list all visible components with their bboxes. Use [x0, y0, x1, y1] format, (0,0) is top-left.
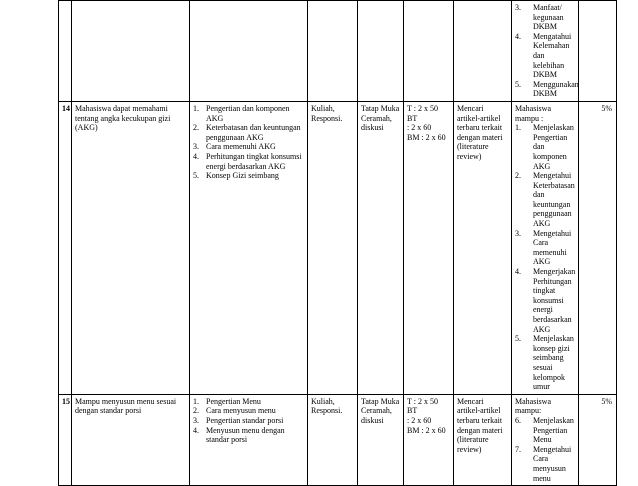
cell-kriteria: [512, 394, 579, 485]
cell-waktu: [404, 1, 454, 102]
cell-tugas: Mencari artikel-artikel terbaru terkait dengan materi (literature review): [454, 101, 512, 394]
list-item: 3. Manfaat/ kegunaan DKBM: [515, 3, 564, 32]
cell-materi: [190, 394, 308, 485]
cell-no: [59, 1, 72, 102]
list-item: 3. Mengetahui Cara memenuhi AKG: [515, 228, 572, 267]
list-item: 1. Menjelaskan Pengertian dan komponen AKG: [515, 123, 574, 171]
list-item: 1. Pengertian dan komponen AKG: [193, 103, 290, 123]
cell-pengalaman: [358, 1, 404, 102]
kriteria-intro: Mahasiswa mampu:: [515, 396, 551, 416]
list-item: 5. Menggunakan DKBM: [515, 79, 579, 99]
table-row-continued: [59, 1, 617, 102]
list-item: 2. Mengetahui Keterbatasan dan keuntungan penggunaan AKG: [515, 171, 575, 229]
cell-tugas: Mencari artikel-artikel terbaru terkait dengan materi (literature review): [454, 394, 512, 485]
list-item: 7. Mengetahui Cara menyusun menu: [515, 444, 572, 483]
list-item: 4. Mengatahui Kelemahan dan kelebihan DKBM: [515, 31, 572, 80]
cell-no: 14: [59, 101, 72, 394]
waktu-line: T : 2 x 50 BT: [407, 103, 438, 123]
cell-bobot: 5%: [579, 101, 617, 394]
cell-kemampuan: Mampu menyusun menu sesuai dengan standar porsi: [72, 394, 190, 485]
cell-waktu: [404, 394, 454, 485]
list-item: 4. Perhitungan tingkat konsumsi energi berdasarkan AKG: [193, 151, 302, 171]
cell-metode: Kuliah, Responsi.: [308, 394, 358, 485]
kriteria-intro: Mahasiswa mampu :: [515, 103, 551, 123]
cell-no: 15: [59, 394, 72, 485]
list-item: 4. Menyusun menu dengan standar porsi: [193, 425, 285, 445]
waktu-line: BM : 2 x 60: [407, 425, 446, 435]
waktu-line: : 2 x 60: [407, 123, 432, 133]
list-item: 1. Pengertian Menu: [193, 396, 261, 406]
cell-pengalaman: Tatap Muka Ceramah, diskusi: [358, 394, 404, 485]
waktu-line: T : 2 x 50 BT: [407, 396, 438, 416]
rps-table: [58, 0, 617, 486]
cell-metode: [308, 1, 358, 102]
list-item: 4. Mengerjakan Perhitungan tingkat konsumsi energi berdasarkan AKG: [515, 267, 576, 334]
cell-bobot: 5%: [579, 394, 617, 485]
list-item: 6. Menjelaskan Pengertian Menu: [515, 415, 574, 445]
list-item: 5. Menjelaskan konsep gizi seimbang sesuai kelompok umur: [515, 334, 574, 392]
cell-tugas: [454, 1, 512, 102]
table-row: [59, 394, 617, 485]
list-item: 5. Konsep Gizi seimbang: [193, 171, 279, 181]
list-item: 2. Keterbatasan dan keuntungan penggunaan AKG: [193, 123, 301, 142]
list-item: 2. Cara menyusun menu: [193, 406, 276, 416]
list-item: 3. Pengertian standar porsi: [193, 415, 284, 425]
table-row: [59, 101, 617, 394]
cell-kemampuan: Mahasiswa dapat memahami tentang angka kecukupan gizi (AKG): [72, 101, 190, 394]
cell-bobot: [579, 1, 617, 102]
waktu-line: : 2 x 60: [407, 415, 432, 425]
cell-materi: [190, 101, 308, 394]
list-item: 3. Cara memenuhi AKG: [193, 142, 276, 152]
cell-kriteria: [512, 1, 579, 102]
waktu-line: BM : 2 x 60: [407, 132, 446, 142]
cell-waktu: [404, 101, 454, 394]
cell-kemampuan: [72, 1, 190, 102]
cell-kriteria: [512, 101, 579, 394]
cell-pengalaman: Tatap Muka Ceramah, diskusi: [358, 101, 404, 394]
cell-metode: Kuliah, Responsi.: [308, 101, 358, 394]
cell-materi: [190, 1, 308, 102]
